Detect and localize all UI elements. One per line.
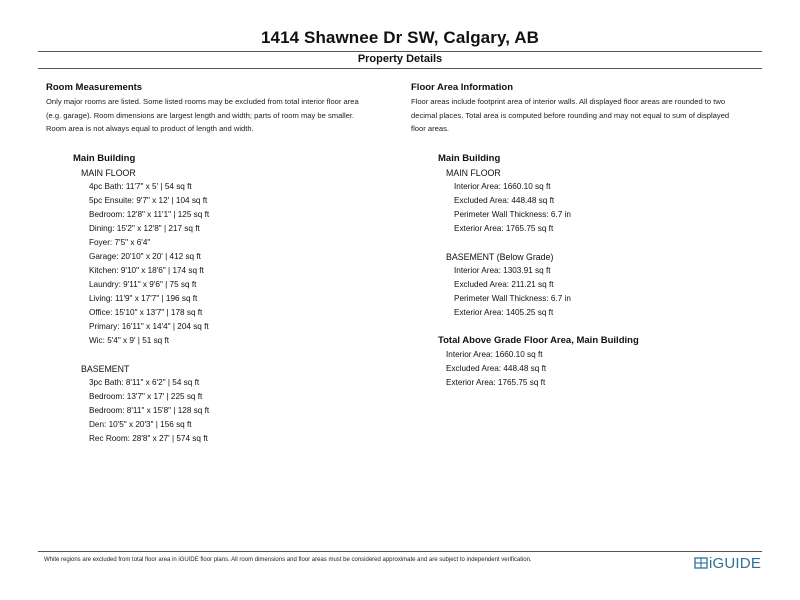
room-measurements-section — [46, 81, 391, 446]
floor-label-basement: BASEMENT — [81, 363, 130, 374]
room-measurements-note-line: (e.g. garage). Room dimensions are largest length and width; parts of room may be smaller. — [46, 110, 355, 120]
room-line: Laundry: 9'11" x 9'6" | 75 sq ft — [89, 279, 197, 289]
room-line: Bedroom: 13'7" x 17' | 225 sq ft — [89, 391, 203, 401]
page-subtitle: Property Details — [357, 53, 443, 65]
room-line: Den: 10'5" x 20'3" | 156 sq ft — [89, 419, 192, 429]
iguide-logo-icon — [694, 556, 708, 570]
room-line: 4pc Bath: 11'7" x 5' | 54 sq ft — [89, 181, 192, 191]
floor-area-note-line: floor areas. — [411, 124, 449, 133]
room-measurements-note-line: Only major rooms are listed. Some listed rooms may be excluded from total interior floor area — [46, 97, 359, 106]
floor-label-basement: BASEMENT (Below Grade) — [446, 251, 554, 262]
room-measurements-note-line: Room area is not always equal to product of length and width. — [46, 124, 254, 133]
room-line: Rec Room: 28'8" x 27' | 574 sq ft — [89, 433, 208, 443]
floor-area-note-line: decimal places. Total area is computed before rounding and may not equal to sum of displayed — [411, 110, 730, 120]
room-line: Living: 11'9" x 17'7" | 196 sq ft — [89, 293, 198, 303]
area-line: Exterior Area: 1405.25 sq ft — [454, 307, 554, 317]
area-line: Interior Area: 1660.10 sq ft — [454, 181, 551, 191]
room-line: Dining: 15'2" x 12'8" | 217 sq ft — [89, 223, 200, 233]
floor-area-note-line: Floor areas include footprint area of interior walls. All displayed floor areas are rounded to two — [411, 97, 726, 106]
page-title: 1414 Shawnee Dr SW, Calgary, AB — [260, 28, 540, 47]
room-line: Foyer: 7'5" x 6'4" — [89, 237, 151, 247]
area-line: Excluded Area: 211.21 sq ft — [454, 279, 554, 289]
area-line: Perimeter Wall Thickness: 6.7 in — [454, 209, 571, 219]
room-line: Kitchen: 9'10" x 18'6" | 174 sq ft — [89, 265, 204, 275]
room-line: Wic: 5'4" x 9' | 51 sq ft — [89, 335, 170, 345]
footer-disclaimer: White regions are excluded from total floor area in iGUIDE floor plans. All room dimensions and floor areas must be considered approximate and are subject to independent verification. — [44, 557, 532, 563]
iguide-logo — [694, 555, 761, 571]
building-label: Main Building — [438, 152, 501, 164]
area-line: Interior Area: 1303.91 sq ft — [454, 265, 551, 275]
iguide-logo-text: iGUIDE — [709, 554, 762, 572]
room-line: Garage: 20'10" x 20' | 412 sq ft — [89, 251, 201, 261]
footer-divider — [38, 551, 762, 552]
room-measurements-heading: Room Measurements — [46, 82, 143, 93]
subtitle-divider — [38, 68, 762, 69]
room-line: Bedroom: 8'11" x 15'8" | 128 sq ft — [89, 405, 210, 415]
area-line: Excluded Area: 448.48 sq ft — [454, 195, 555, 205]
room-line: Primary: 16'11" x 14'4" | 204 sq ft — [89, 321, 209, 331]
building-label: Main Building — [73, 152, 136, 164]
room-line: 5pc Ensuite: 9'7" x 12' | 104 sq ft — [89, 195, 208, 205]
area-line: Exterior Area: 1765.75 sq ft — [454, 223, 554, 233]
total-area-line: Interior Area: 1660.10 sq ft — [446, 349, 543, 359]
total-area-heading: Total Above Grade Floor Area, Main Building — [438, 334, 639, 346]
floor-label-main: MAIN FLOOR — [446, 167, 501, 178]
title-divider — [38, 51, 762, 52]
floor-area-section — [411, 81, 756, 390]
total-area-line: Excluded Area: 448.48 sq ft — [446, 363, 547, 373]
floor-label-main: MAIN FLOOR — [81, 167, 136, 178]
room-line: 3pc Bath: 8'11" x 6'2" | 54 sq ft — [89, 377, 200, 387]
total-area-line: Exterior Area: 1765.75 sq ft — [446, 377, 546, 387]
room-line: Office: 15'10" x 13'7" | 178 sq ft — [89, 307, 203, 317]
room-line: Bedroom: 12'8" x 11'1" | 125 sq ft — [89, 209, 210, 219]
floor-area-heading: Floor Area Information — [411, 82, 514, 93]
area-line: Perimeter Wall Thickness: 6.7 in — [454, 293, 571, 303]
